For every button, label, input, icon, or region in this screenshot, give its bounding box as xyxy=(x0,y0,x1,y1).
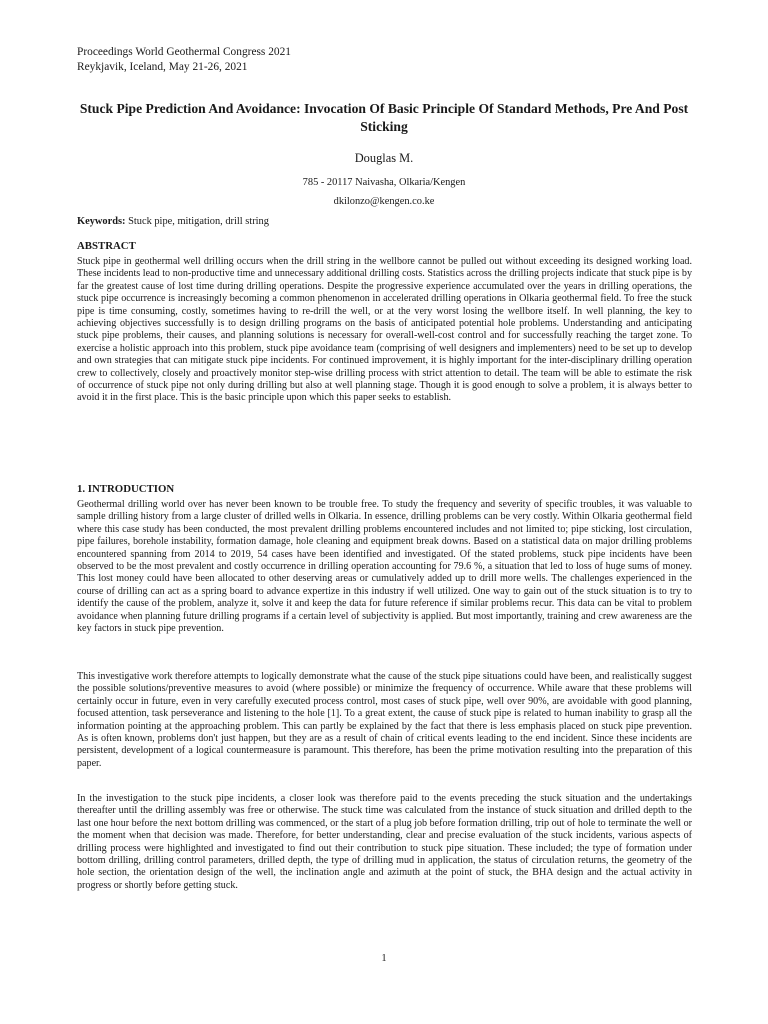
keywords-label: Keywords: xyxy=(77,216,126,227)
author-email[interactable]: dkilonzo@kengen.co.ke xyxy=(333,196,435,207)
author-affiliation: 785 - 20117 Naivasha, Olkaria/Kengen xyxy=(302,177,466,188)
paper-title: Stuck Pipe Prediction And Avoidance: Invocation Of Basic Principle Of Standard Methods, Pre And Post Sticking xyxy=(79,101,689,134)
author-name: Douglas M. xyxy=(354,151,414,165)
intro-paragraph-1: Geothermal drilling world over has never been known to be trouble free. To study the frequency and severity of specific troubles, it was valuable to sample drilling history from a large cluster of drilled wells in Olkaria. In essence, drilling problems can be very costly. Within Olkaria geothermal field where this case study has been conducted, the most prevalent drilling problems encountered includes and not limited to; pipe sticking, lost circulation, pipe failures, borehole instability, formation damage, hole cleaning and equipment break downs. Based on a statistical data on major drilling problems encountered spanning from 2014 to 2019, 54 cases have been identified and investigated. Of the stated problems, stuck pipe incidents have been observed to be the most prevalent and costly occurrence in drilling operation accounting for 79.6 %, a situation that led to loss of huge sums of money. This lost money could have been allocated to other deserving areas or cumulatively added up to drill more wells. The challenges experienced in the course of drilling can act as a spring board to advance expertize in this industry if well utilized. One way to gain out of the stuck situation is to try to identify the cause of the problem, analyze it, solve it and keep the data for future reference if similar problems recur. This data can be vital to problem avoidance when planning future drilling programs if a certain level of subjectivity is applied. But most importantly, training and crew awareness are the key factors in stuck pipe prevention. xyxy=(77,499,692,635)
conference-location: Reykjavik, Iceland, May 21-26, 2021 xyxy=(77,60,248,73)
keywords-line xyxy=(77,216,269,227)
introduction-heading: 1. INTRODUCTION xyxy=(77,483,175,495)
abstract-text: Stuck pipe in geothermal well drilling occurs when the drill string in the wellbore cannot be pulled out without exceeding its designed working load. These incidents lead to non-productive time and unnecessary additional drilling costs. Statistics across the drilling projects indicate that stuck pipe is by far the greatest cause of lost time during drilling operations. Despite the progressive experience accumulated over the years in drilling operations, the stuck pipe occurrence is increasingly becoming a common phenomenon in accelerated drilling operations in Olkaria geothermal field. To free the stuck pipe is time consuming, costly, sometimes having to re-drill the well, or at the very worst losing the wellbore itself. In well planning, the key to achieving objectives successfully is to design drilling programs on the basis of anticipated potential hole problems. Understanding and anticipating stuck pipe problems, their causes, and planning solutions is necessary for overall-well-cost control and for successfully reaching the target zone. To exercise a holistic approach into this problem, stuck pipe avoidance team (comprising of well designers and implementers) need to be set up to develop and own strategies that can mitigate stuck pipe incidents. For continued improvement, it is highly important for the inter-disciplinary drilling operation crew to collectively, closely and proactively monitor step-wise drilling process with strict attention to detail. The team will be able to estimate the risk of occurrence of stuck pipe not only during drilling but also at well planning stage. Though it is good enough to solve a problem, it is always better to avoid it in the first place. This is the basic principle upon which this paper seeks to establish. xyxy=(77,256,692,404)
intro-paragraph-2: This investigative work therefore attempts to logically demonstrate what the cause of the stuck pipe situations could have been, and realistically suggest the possible solutions/preventive measures to avoid (where possible) or minimize the frequency of occurrence. While aware that these problems will certainly occur in future, even in very carefully executed process control, most cases of stuck pipe, well over 90%, are avoidable with good planning, focused attention, task perseverance and listening to the hole [1]. To a great extent, the cause of stuck pipe is related to human inability to grasp all the information pointing at the approaching problem. This can partly be explained by the fact that there is less emphasis placed on stuck pipe prevention. As is often known, problems don't just happen, but they are as a result of chain of critical events leading to the end incident. Since these incidents are persistent, development of a logical countermeasure is paramount. This therefore, has been the prime motivation resulting into the preparation of this paper. xyxy=(77,671,692,769)
conference-header xyxy=(77,45,291,74)
intro-paragraph-3: In the investigation to the stuck pipe incidents, a closer look was therefore paid to the events preceding the stuck situation and the undertakings thereafter until the drilling assembly was free or otherwise. The stuck time was calculated from the instance of stuck situation and drilled depth to the last one hour before the next bottom drilling was commenced, or the start of a plug job before formation drilling, trip out of hole to terminate the well or the moment when that decision was made. Therefore, for better understanding, clear and precise evaluation of the stuck incidents, various aspects of drilling process were highlighted and investigated to find out their contribution to stuck pipe situation. These included; the type of formation under bottom drilling, drilling control parameters, drilled depth, the type of drilling mud in application, the status of circulation returns, the geometry of the hole section, the orientation design of the well, the inclination angle and azimuth at the point of stuck, the BHA design and the actual activity in progress or shortly before getting stuck. xyxy=(77,793,692,891)
keywords-text: Stuck pipe, mitigation, drill string xyxy=(128,216,269,227)
page-number: 1 xyxy=(381,953,387,964)
conference-name: Proceedings World Geothermal Congress 2021 xyxy=(77,46,291,58)
abstract-heading: ABSTRACT xyxy=(77,240,136,252)
